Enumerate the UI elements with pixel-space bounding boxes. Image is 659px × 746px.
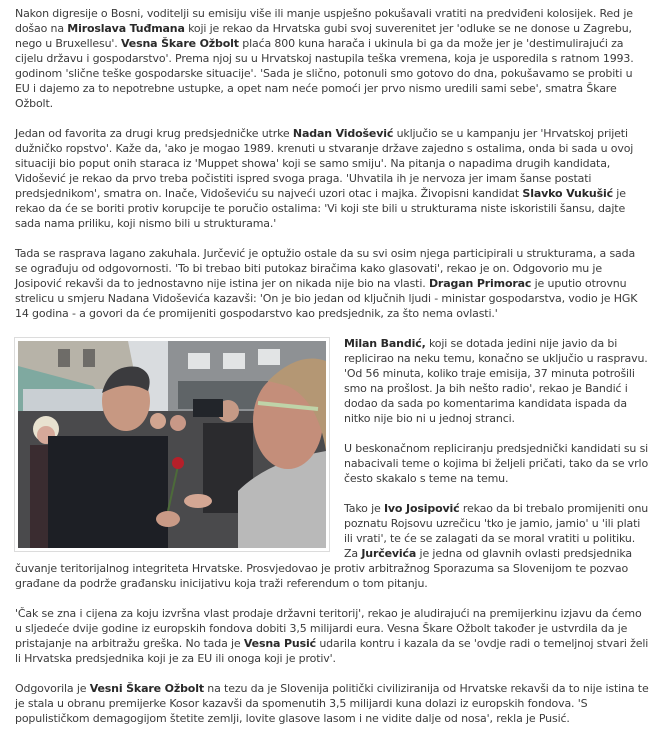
paragraph — [15, 246, 649, 321]
paragraph — [15, 6, 649, 111]
paragraph-text: Jedan od favorita za drugi krug predsjedničke utrke — [15, 127, 293, 140]
paragraph — [15, 606, 649, 666]
photo-man-coat — [48, 436, 168, 548]
person-name: Vesna Škare Ožbolt — [121, 37, 239, 50]
photo-face — [170, 415, 186, 431]
person-name: Jurčevića — [361, 547, 417, 560]
paragraph-text: Tako je — [344, 502, 384, 515]
paragraph-text: koji se dotada jedini nije javio da bi replicirao na neku temu, konačno se uključio u raspravu. 'Od 56 minuta, koliko traje emisija, 37 minuta potrošili smo na prošlost. Ja bih nešto radio', rekao je Bandić i dodao da sada po komentarima kandidata ispada da nitko nije bio ni u jednoj stranci. — [344, 337, 648, 425]
paragraph-text: uključio se u kampanju jer 'Hrvatskoj prijeti dužničko ropstvo'. Kaže da, 'ako je mogao 1989. krenuti u stvaranje države zajedno s ostalima, onda bi sada u ovoj situaciji bio poput onih staraca iz 'Muppet showa' koji se samo smiju'. Na pitanja o napadima drugih kandidata, Vidošević je rekao da prvo treba počistiti ispred svoga praga. 'Uhvatila ih je nervoza jer imam šanse postati predsjednikom', smatra on. Inače, Vidoševiću su najveći uzori otac i majka. Živopisni kandidat — [15, 127, 634, 200]
photo-window — [83, 349, 95, 367]
article-photo — [18, 341, 326, 548]
photo-hand — [156, 511, 180, 527]
photo-illustration — [18, 341, 326, 548]
paragraph-text: plaća 800 kuna harača i ukinula bi ga da može jer je 'destimulirajući za cijelu državu i gospodarstvo'. Prema njoj su u Hrvatskoj nastupila teška vremena, koja je usporedila s ratnom 1993. godinom 'slične teške gospodarske situacije'. 'Sada je slično, potonuli smo gotovo do dna, pokušavamo se probiti u EU i dajemo za to nepotrebne ustupke, a opet nam neće pomoći jer prvo nismo uredili sami sebe', smatra Škare Ožbolt. — [15, 37, 634, 110]
paragraph-text: je jedna od glavnih ovlasti predsjednika čuvanje teritorijalnog integriteta Hrvatske. Prosvjedovao je protiv arbitražnog Sporazuma sa Slovenijom te pozvao građane da podrže građansku inicijativu koja traži referendum o tom pitanju. — [15, 547, 633, 590]
photo-camera — [193, 399, 223, 417]
paragraph-text: 'Čak se zna i cijena za koju izvršna vlast prodaje državni teritorij', rekao je aludirajući na premijerkinu izjavu da ćemo u sljedeće dvije godine iz europskih fondova dobiti 3,5 milijardi eura. Vesna Škare Ožbolt također je ustvrdila da je pristajanje na arbitražu greška. No tada je — [15, 607, 642, 650]
photo-window — [258, 349, 280, 365]
paragraph-text: Nakon digresije o Bosni, voditelji su emisiju više ili manje uspješno pokušavali vratiti na predviđeni kolosijek. Red je došao na — [15, 7, 633, 35]
paragraph-text: je uputio otrovnu strelicu u smjeru Nadana Vidoševića kazavši: 'On je bio jedan od ključnih ljudi - ministar gospodarstva, vodio je HGK 14 godina - a govori da će promijeniti gospodarstvo kao predsjednik, za što nema ovlasti.' — [15, 277, 638, 320]
photo-rose — [172, 457, 184, 469]
person-name: Ivo Josipović — [383, 502, 460, 515]
photo-window — [58, 349, 70, 367]
paragraph — [15, 681, 649, 726]
person-name: Miroslava Tuđmana — [67, 22, 185, 35]
paragraph-text: rekao da bi trebalo promijeniti onu poznatu Rojsovu uzrečicu 'tko je jamio, jamio' u 'ili plati ili vrati', te će se zalagati da se moral vratiti u politiku. Za — [344, 502, 649, 560]
paragraph-text: koji je rekao da Hrvatska gubi svoj suverenitet jer 'odluke se ne donose u Zagrebu, nego u Bruxellesu'. — [15, 22, 632, 50]
paragraph-text: je rekao da će se boriti protiv korupcije te poručio ostalima: 'Vi koji ste bili u strukturama niste iskoristili šansu, dajte sada nama priliku, koji nismo bili u strukturama.' — [15, 187, 626, 230]
person-name: Slavko Vukušić — [522, 187, 613, 200]
paragraph-text: na tezu da je Slovenija politički civiliziranija od Hrvatske rekavši da to nije istina te je stala u obranu premijerke Kosor kazavši da spomenutih 3,5 milijardi kuna dolazi iz europskih fondova. 'S populističkom demagogijom štetite zemlji, lovite glasove lasom i ne vidite dalje od nosa', rekla je Pusić. — [15, 682, 649, 725]
person-name: Vesni Škare Ožbolt — [89, 682, 204, 695]
photo-window — [188, 353, 210, 369]
paragraph-text: Tada se rasprava lagano zakuhala. Jurčević je optužio ostale da su svi osim njega participirali u strukturama, a sada se ograđuju od odgovornosti. 'To bi trebao biti putokaz biračima kako glasovati', rekao je on. Odgovorio mu je Josipović rekavši da to jednostavno nije istina jer on nikada nije bio na vlasti. — [15, 247, 636, 290]
person-name: Nadan Vidošević — [292, 127, 394, 140]
person-name: Dragan Primorac — [428, 277, 532, 290]
article-photo-frame — [14, 337, 330, 552]
paragraph-text: Odgovorila je — [15, 682, 90, 695]
photo-hand — [184, 494, 212, 508]
paragraph-text: U beskonačnom repliciranju predsjednički kandidati su si nabacivali teme o kojima bi željeli pričati, tako da se vrlo često skakalo s teme na temu. — [344, 442, 649, 485]
paragraph-text: udarila kontru i kazala da se 'ovdje radi o temeljnoj stvari želi li Hrvatska predsjednika koji je za EU ili onoga koji je protiv'. — [15, 637, 649, 665]
photo-face — [150, 413, 166, 429]
person-name: Milan Bandić, — [344, 337, 426, 350]
person-name: Vesna Pusić — [243, 637, 316, 650]
paragraph — [15, 126, 649, 231]
photo-window — [223, 353, 245, 369]
